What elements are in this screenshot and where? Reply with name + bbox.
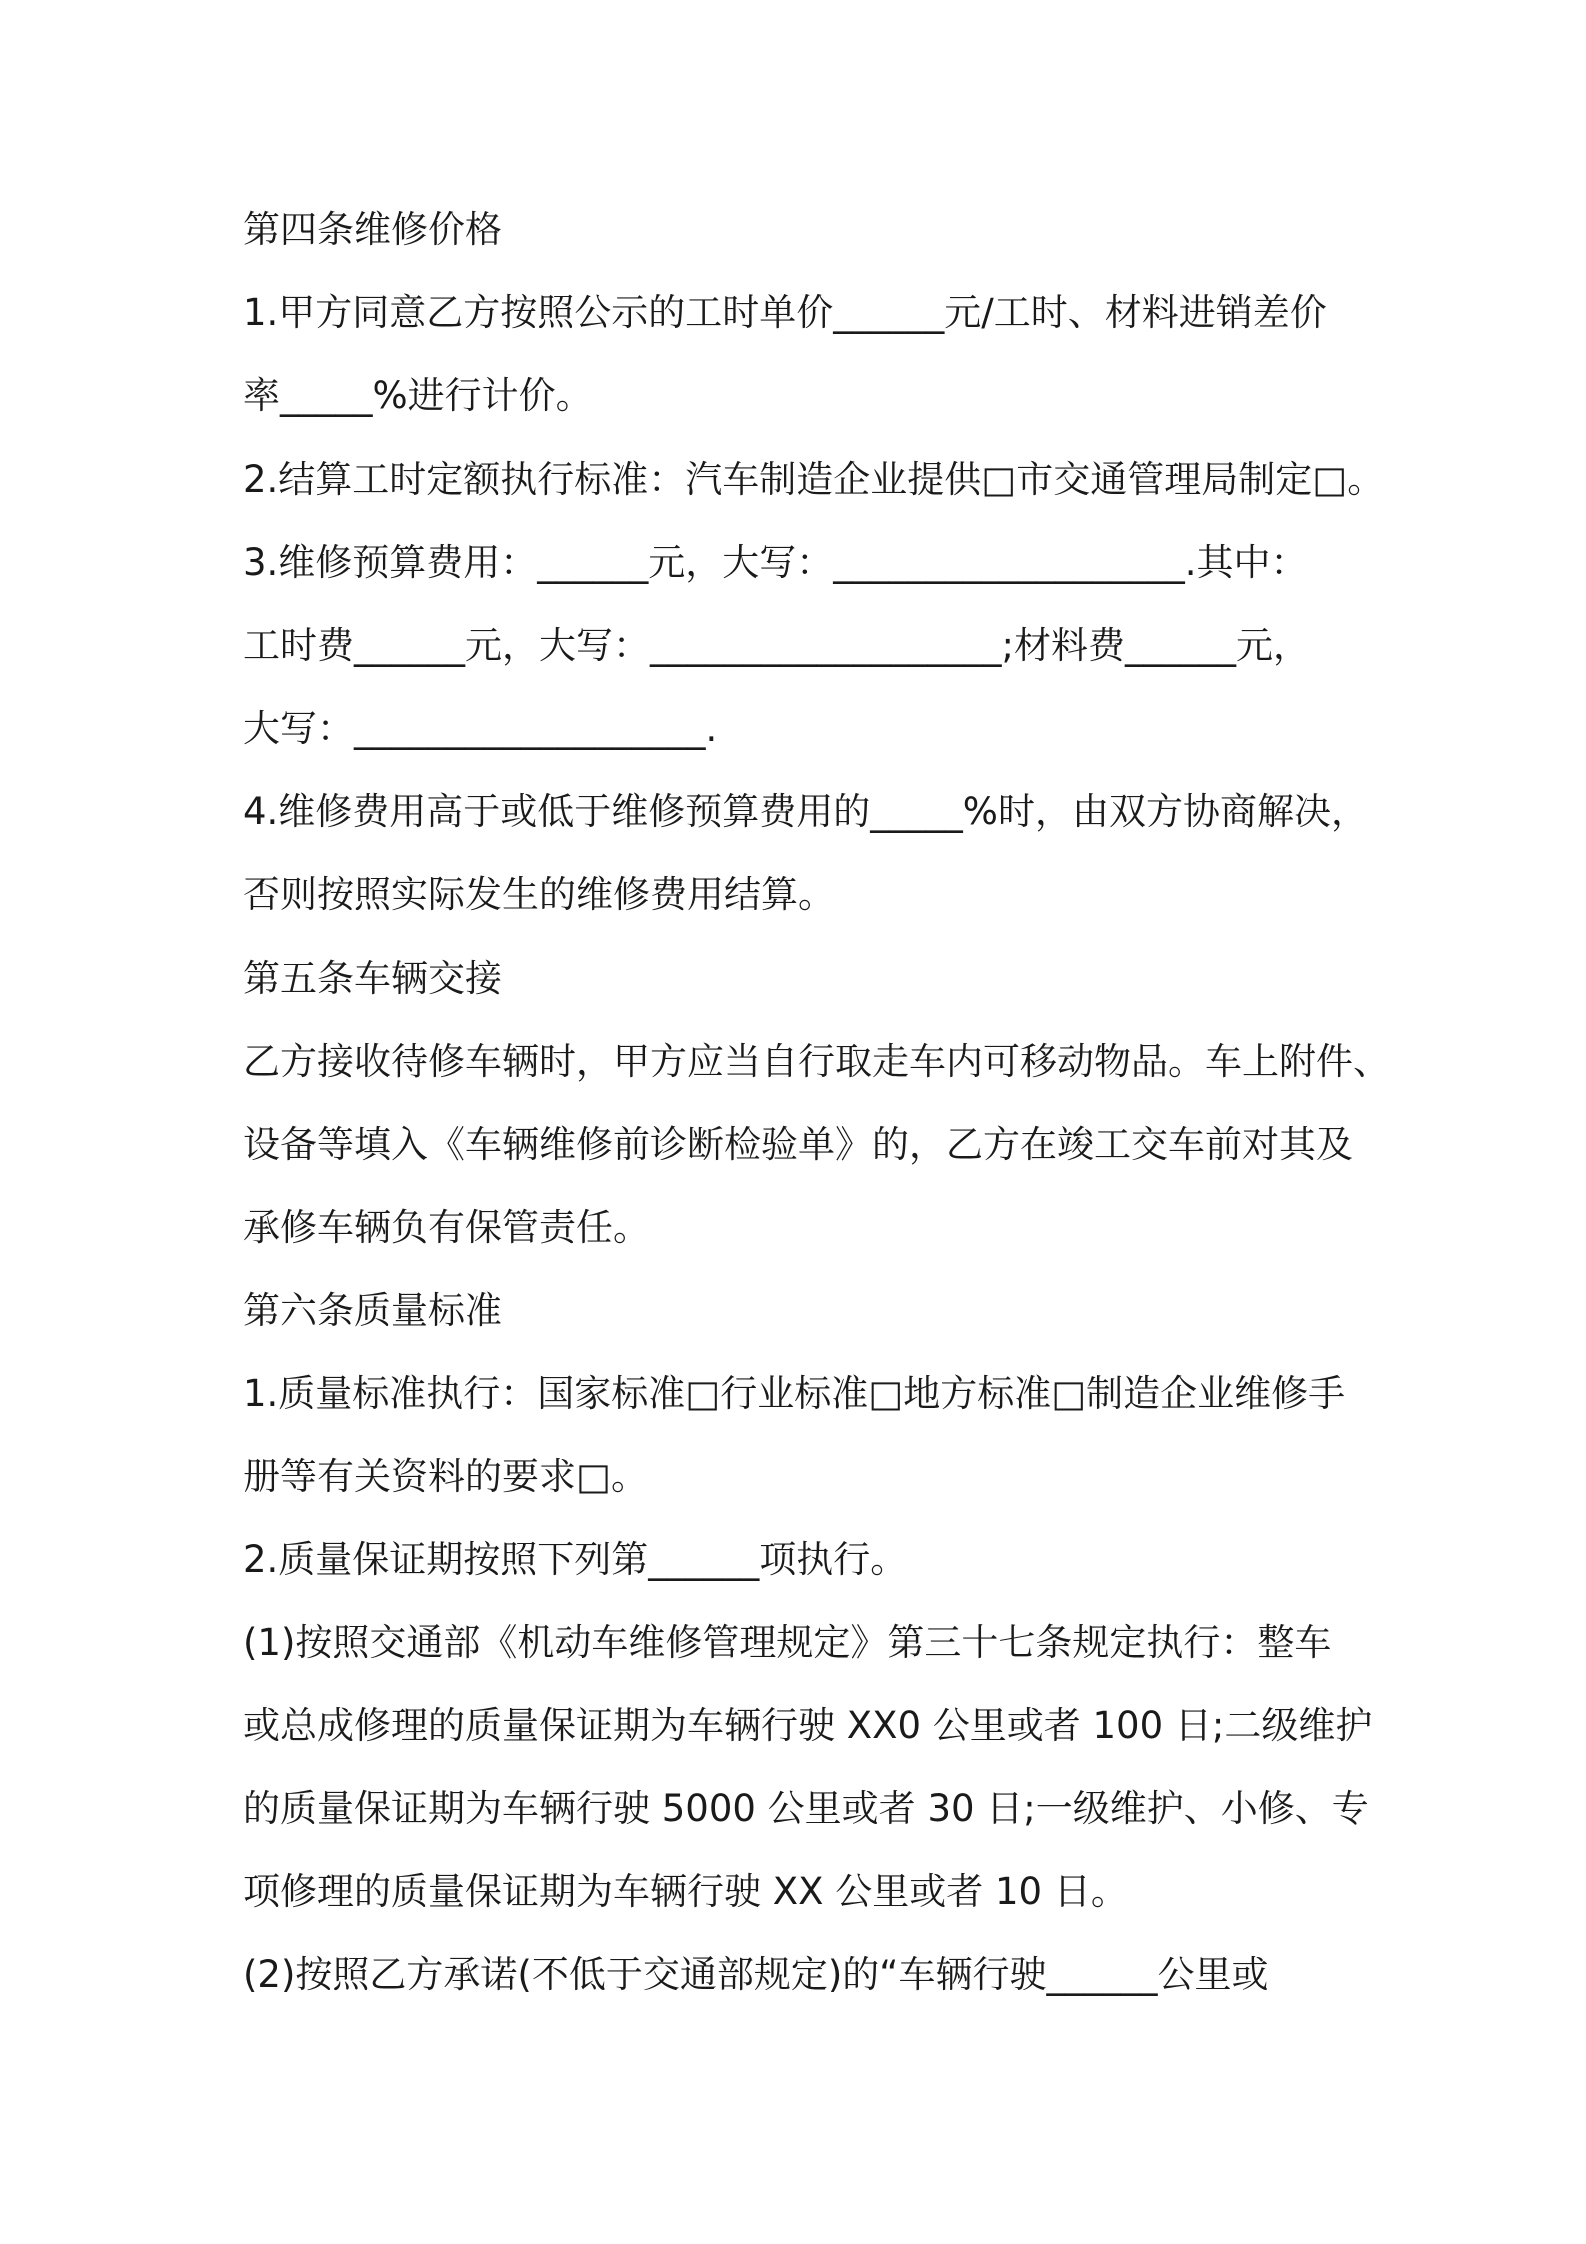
paragraph-line: 册等有关资料的要求□。	[243, 1455, 648, 1498]
paragraph-line: 承修车辆负有保管责任。	[243, 1206, 650, 1249]
section-heading-6: 第六条质量标准	[243, 1289, 502, 1332]
paragraph-line: (1)按照交通部《机动车维修管理规定》第三十七条规定执行：整车	[243, 1621, 1332, 1664]
section-heading-5: 第五条车辆交接	[243, 957, 502, 1000]
paragraph-line: 大写：___________________.	[243, 707, 718, 750]
paragraph-line: 1.甲方同意乙方按照公示的工时单价______元/工时、材料进销差价	[243, 291, 1327, 334]
section-heading-4: 第四条维修价格	[243, 208, 502, 251]
paragraph-line: 设备等填入《车辆维修前诊断检验单》的，乙方在竣工交车前对其及	[243, 1123, 1353, 1166]
paragraph-line: (2)按照乙方承诺(不低于交通部规定)的“车辆行驶______公里或	[243, 1953, 1269, 1996]
paragraph-line: 否则按照实际发生的维修费用结算。	[243, 873, 835, 916]
paragraph-line: 2.结算工时定额执行标准：汽车制造企业提供□市交通管理局制定□。	[243, 458, 1385, 501]
paragraph-line: 工时费______元，大写：___________________;材料费______元，	[243, 624, 1310, 667]
paragraph-line: 或总成修理的质量保证期为车辆行驶 XX0 公里或者 100 日;二级维护	[243, 1704, 1373, 1747]
paragraph-line: 率_____%进行计价。	[243, 374, 593, 417]
paragraph-line: 2.质量保证期按照下列第______项执行。	[243, 1538, 908, 1581]
paragraph-line: 1.质量标准执行：国家标准□行业标准□地方标准□制造企业维修手	[243, 1372, 1346, 1415]
paragraph-line: 项修理的质量保证期为车辆行驶 XX 公里或者 10 日。	[243, 1870, 1128, 1913]
paragraph-line: 乙方接收待修车辆时，甲方应当自行取走车内可移动物品。车上附件、	[243, 1040, 1390, 1083]
paragraph-line: 4.维修费用高于或低于维修预算费用的_____%时，由双方协商解决，	[243, 790, 1368, 833]
paragraph-line: 3.维修预算费用：______元，大写：___________________.其中：	[243, 541, 1308, 584]
paragraph-line: 的质量保证期为车辆行驶 5000 公里或者 30 日;一级维护、小修、专	[243, 1787, 1369, 1830]
